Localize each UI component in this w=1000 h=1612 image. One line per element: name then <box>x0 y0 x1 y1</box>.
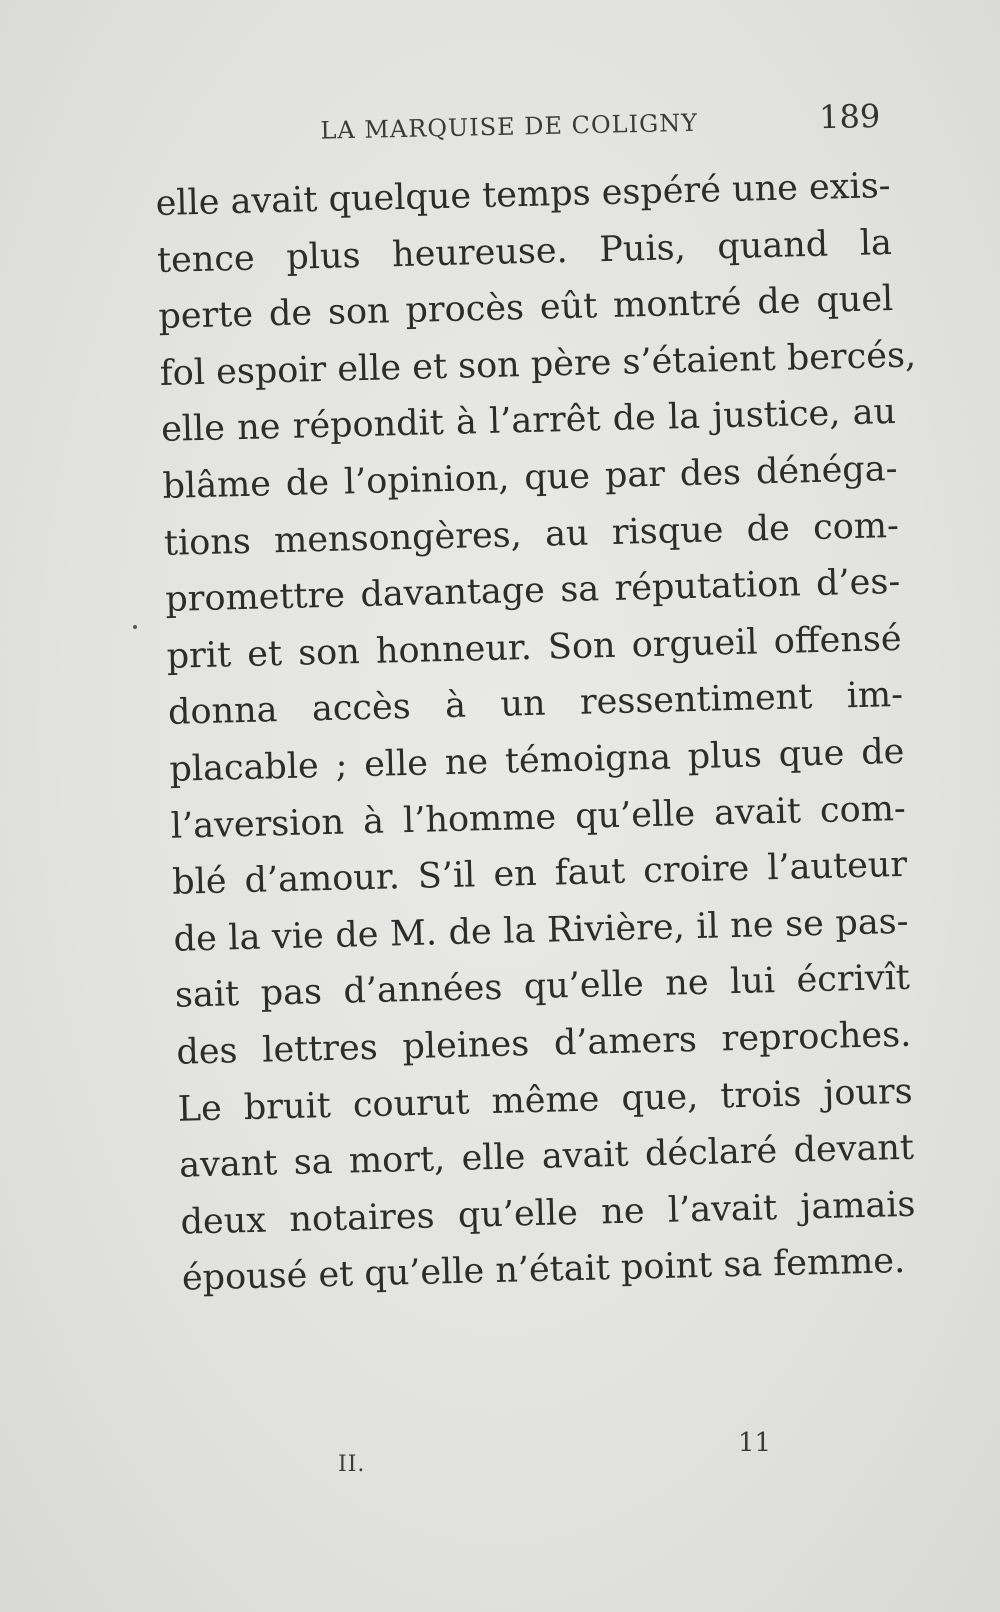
running-head <box>160 97 891 152</box>
text-line: tence plus heureuse. Puis, quand la <box>156 222 893 281</box>
text-line: fol espoir elle et son père s’étaient bercés, <box>159 335 917 394</box>
text-line: elle ne répondit à l’arrêt de la justice, au <box>160 392 897 451</box>
text-line: de la vie de M. de la Rivière, il ne se pas- <box>173 901 909 960</box>
page-number: 189 <box>818 96 881 137</box>
text-line: prit et son honneur. Son orgueil offensé <box>166 618 903 677</box>
text-line: elle avait quelque temps espéré une exis- <box>155 166 891 224</box>
text-line: deux notaires qu’elle ne l’avait jamais <box>180 1184 916 1243</box>
text-line: perte de son procès eût montré de quel <box>157 279 894 338</box>
text-line: des lettres pleines d’amers reproches. <box>175 1014 912 1073</box>
signature-number: 11 <box>738 1428 772 1458</box>
text-line: avant sa mort, elle avait déclaré devant <box>178 1127 915 1186</box>
text-line: promettre davantage sa réputation d’es- <box>164 562 901 621</box>
text-line: l’aversion à l’homme qu’elle avait com- <box>170 788 907 847</box>
text-line: sait pas d’années qu’elle ne lui écrivît <box>174 958 911 1017</box>
text-line: donna accès à un ressentiment im- <box>167 675 904 734</box>
text-line: tions mensongères, au risque de com- <box>163 505 900 564</box>
margin-speck <box>133 625 137 629</box>
text-line: placable ; elle ne témoigna plus que de <box>169 731 905 790</box>
text-line: blé d’amour. S’il en faut croire l’auteur <box>171 844 908 903</box>
running-title: LA MARQUISE DE COLIGNY <box>320 108 699 145</box>
signature-mark: II. <box>338 1452 366 1477</box>
text-line: Le bruit courut même que, trois jours <box>177 1071 914 1130</box>
text-line: épousé et qu’elle n’était point sa femme. <box>181 1241 906 1299</box>
body-text <box>155 157 942 1307</box>
text-line: blâme de l’opinion, que par des dénéga- <box>162 448 898 507</box>
